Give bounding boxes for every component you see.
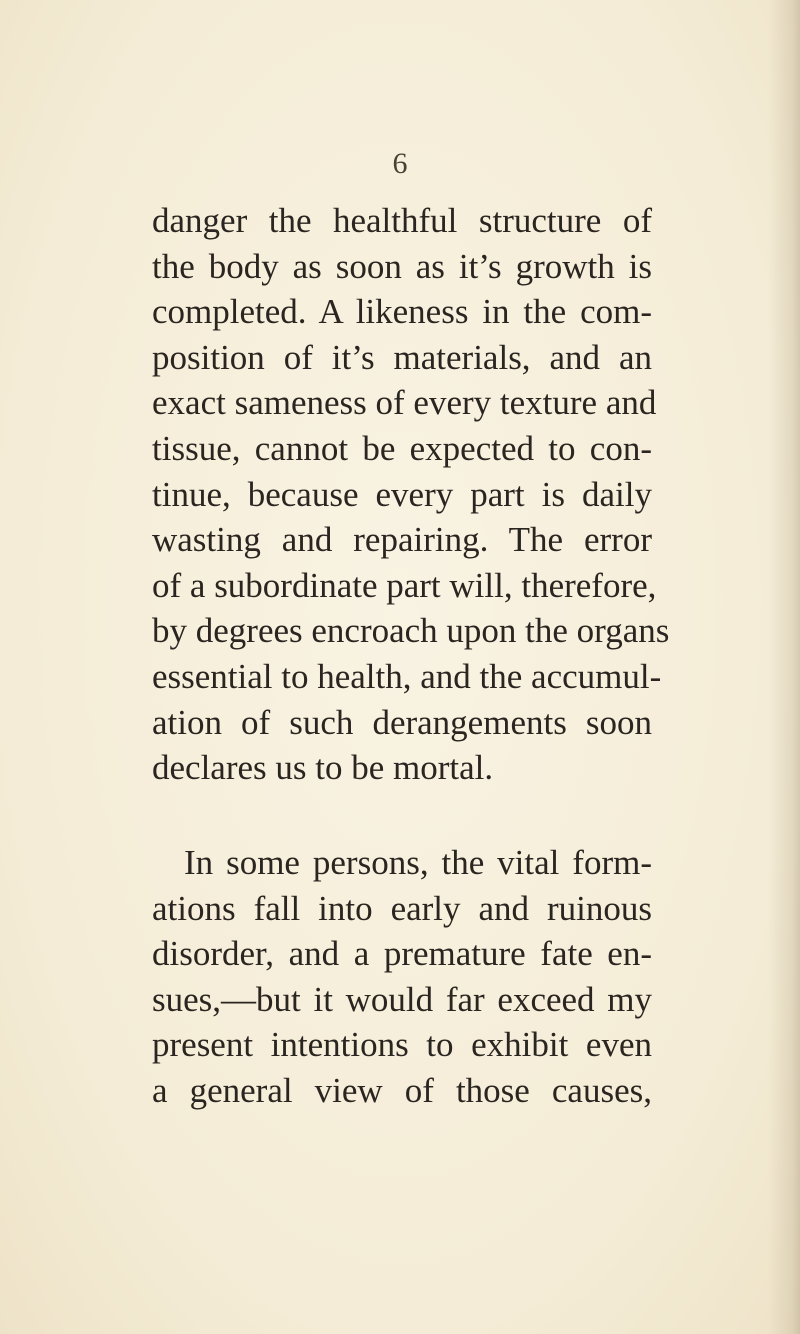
text-line: disorder, and a premature fate en- (152, 934, 652, 974)
paragraph-1 (152, 198, 670, 791)
text-line: essential to health, and the accumul- (152, 656, 662, 696)
text-line: wasting and repairing. The error (152, 520, 652, 560)
text-line: the body as soon as it’s growth is (152, 246, 652, 286)
text-line: danger the healthful structure of (152, 201, 652, 240)
text-line: present intentions to exhibit even (152, 1025, 652, 1065)
text-line: a general view of those causes, (152, 1070, 652, 1110)
page-number: 6 (392, 147, 408, 180)
text-line: ations fall into early and ruinous (152, 888, 652, 928)
paragraph-2 (152, 840, 652, 1114)
text-line: position of it’s materials, and an (152, 337, 652, 377)
text-line: exact sameness of every texture and (152, 383, 657, 423)
text-line: by degrees encroach upon the organs (152, 611, 670, 651)
text-line: sues,—but it would far exceed my (152, 979, 652, 1019)
text-line: of a subordinate part will, therefore, (152, 565, 657, 605)
text-line: tinue, because every part is daily (152, 474, 652, 514)
text-line: ation of such derangements soon (152, 702, 652, 742)
text-line: In some persons, the vital form- (184, 843, 652, 882)
text-line: declares us to be mortal. (152, 748, 494, 788)
text-line: tissue, cannot be expected to con- (152, 428, 652, 468)
text-line: completed. A likeness in the com- (152, 292, 652, 332)
